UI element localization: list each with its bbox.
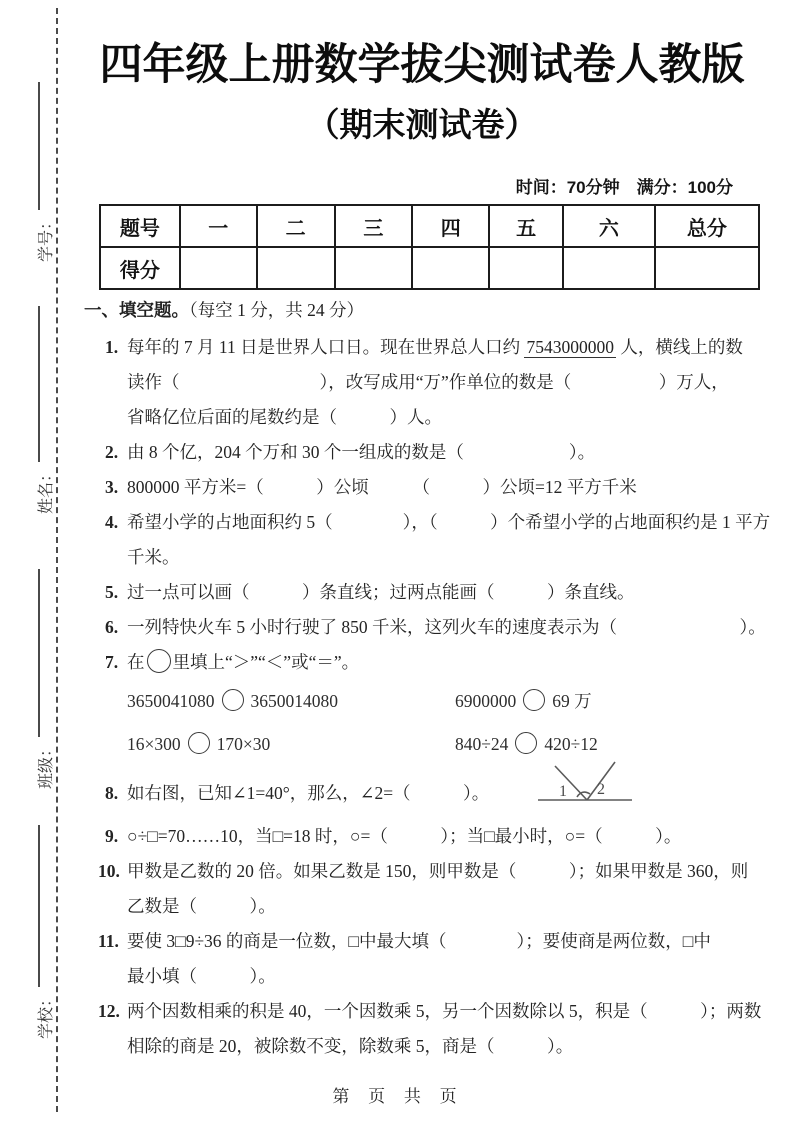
seal-field-student-id: [31, 78, 57, 262]
exam-subtitle: （期末测试卷）: [306, 106, 538, 143]
question-line: [105, 330, 760, 365]
score-table-score-row: [100, 247, 759, 289]
blank-circle-icon: [147, 649, 171, 673]
question-line: [98, 854, 760, 889]
school-blank-line: [38, 825, 40, 987]
question-number: 4.: [105, 512, 119, 532]
comparison-right: 420÷12: [544, 734, 598, 754]
question-text: 里填上“＞”“＜”或“＝”。: [172, 652, 360, 672]
question-1: [84, 330, 760, 435]
score-table-header-row: [100, 205, 759, 247]
angle-figure: [535, 756, 635, 806]
score-empty-cell: [412, 247, 489, 289]
question-text: 每年的 7 月 11 日是世界人口日。现在世界总人口约: [127, 337, 525, 357]
score-empty-cell: [180, 247, 257, 289]
question-7: [84, 645, 760, 680]
seal-field-class: [31, 563, 57, 789]
question-number: 10.: [98, 861, 120, 881]
score-header-cell: 三: [335, 205, 413, 247]
question-number: 8.: [105, 783, 119, 803]
question-number: 6.: [105, 617, 119, 637]
question-line: [105, 505, 771, 540]
underlined-number: 7543000000: [526, 337, 614, 357]
question-line: [105, 610, 766, 645]
student-id-label: 学号：: [37, 213, 55, 262]
question-line: 乙数是（ ）。: [127, 896, 276, 916]
question-2: [84, 435, 760, 470]
score-header-cell: 一: [180, 205, 257, 247]
question-line: 千米。: [127, 547, 180, 567]
seal-field-name: [31, 302, 57, 514]
question-line: 最小填（ ）。: [127, 966, 276, 986]
blank-circle-icon: [188, 732, 210, 754]
question-text: 两个因数相乘的积是 40，一个因数乘 5，另一个因数除以 5，积是（ ）；两数: [127, 1001, 762, 1021]
angle-2-label: 2: [597, 781, 605, 798]
question-6: [84, 610, 766, 645]
question-5: [84, 575, 760, 610]
comparison-pair: [127, 680, 455, 723]
question-number: 11.: [98, 931, 119, 951]
class-blank-line: [38, 569, 40, 737]
question-line: [98, 994, 762, 1029]
page-title: 四年级上册数学拔尖测试卷人教版: [99, 41, 745, 89]
question-line: [105, 435, 760, 470]
class-label: 班级：: [37, 740, 55, 789]
question-8: [84, 776, 760, 811]
question-line: [98, 924, 760, 959]
question-line: 省略亿位后面的尾数约是（ ）人。: [127, 407, 442, 427]
blank-circle-icon: [515, 732, 537, 754]
comparison-row: [127, 680, 760, 723]
comparison-left: 840÷24: [455, 734, 509, 754]
question-line: 读作（ ），改写成用“万”作单位的数是（ ）万人，: [127, 372, 729, 392]
student-id-blank-line: [38, 82, 40, 210]
comparison-row: [127, 723, 760, 766]
question-line: [105, 575, 760, 610]
question-text: 在: [127, 652, 145, 672]
exam-paper: [84, 0, 771, 1064]
question-line: [105, 470, 760, 505]
question-line: [105, 819, 760, 854]
question-number: 5.: [105, 582, 119, 602]
question-number: 7.: [105, 652, 119, 672]
question-number: 12.: [98, 1001, 120, 1021]
score-header-cell: 四: [412, 205, 489, 247]
section-heading: [84, 298, 760, 322]
score-empty-cell: [335, 247, 413, 289]
question-text: 如右图，已知∠1=40°，那么，∠2=（ ）。: [127, 783, 490, 803]
score-empty-cell: [563, 247, 655, 289]
school-label: 学校：: [37, 990, 55, 1039]
blank-circle-icon: [222, 689, 244, 711]
score-table: [99, 204, 760, 290]
question-text: 甲数是乙数的 20 倍。如果乙数是 150，则甲数是（ ）；如果甲数是 360，则: [127, 861, 749, 881]
angle-1-label: 1: [559, 783, 567, 800]
comparison-pair: [127, 723, 455, 766]
question-9: [84, 819, 760, 854]
score-header-cell: 题号: [100, 205, 180, 247]
question-line: [105, 645, 760, 680]
comparison-right: 170×30: [216, 734, 271, 754]
footer-page-label: 第 页 共 页: [332, 1087, 461, 1106]
question-4: [84, 505, 771, 575]
name-label: 姓名：: [37, 465, 55, 514]
score-header-cell: 六: [563, 205, 655, 247]
question-text: 800000 平方米=（ ）公顷 （ ）公顷=12 平方千米: [127, 477, 637, 497]
question-text: 要使 3□9÷36 的商是一位数，□中最大填（ ）；要使商是两位数，□中: [127, 931, 711, 951]
name-blank-line: [38, 306, 40, 462]
comparison-right: 69 万: [552, 691, 592, 711]
section-heading-title: 一、填空题。: [84, 300, 189, 320]
comparison-left: 16×300: [127, 734, 181, 754]
question-text: 希望小学的占地面积约 5（ ），（ ）个希望小学的占地面积约是 1 平方: [127, 512, 771, 532]
score-header-cell: 总分: [655, 205, 759, 247]
comparison-right: 3650014080: [250, 691, 338, 711]
question-number: 1.: [105, 337, 119, 357]
section-heading-points: （每空 1 分，共 24 分）: [189, 300, 364, 320]
seal-field-school: [31, 819, 57, 1039]
question-11: [84, 924, 760, 994]
score-header-cell: 二: [257, 205, 335, 247]
question-10: [84, 854, 760, 924]
score-empty-cell: [655, 247, 759, 289]
blank-circle-icon: [523, 689, 545, 711]
question-text: 过一点可以画（ ）条直线；过两点能画（ ）条直线。: [127, 582, 635, 602]
question-text: 一列特快火车 5 小时行驶了 850 千米，这列火车的速度表示为（ ）。: [127, 617, 766, 637]
question-line: 相除的商是 20，被除数不变，除数乘 5，商是（ ）。: [127, 1036, 574, 1056]
question-3: [84, 470, 760, 505]
exam-time-score-info: 时间：70分钟 满分：100分: [515, 178, 733, 197]
question-text: 人，横线上的数: [615, 337, 743, 357]
question-12: [84, 994, 760, 1064]
comparison-left: 3650041080: [127, 691, 215, 711]
question-text: 由 8 个亿，204 个万和 30 个一组成的数是（ ）。: [127, 442, 596, 462]
score-empty-cell: [489, 247, 563, 289]
comparison-pair: [455, 680, 760, 723]
question-number: 2.: [105, 442, 119, 462]
question-text: ○÷□=70……10，当□=18 时，○=（ ）；当□最小时，○=（ ）。: [127, 826, 682, 846]
question-line: [105, 776, 760, 811]
comparison-left: 6900000: [455, 691, 517, 711]
score-header-cell: 五: [489, 205, 563, 247]
question-number: 3.: [105, 477, 119, 497]
score-empty-cell: [257, 247, 335, 289]
question-number: 9.: [105, 826, 119, 846]
score-row-label-cell: 得分: [100, 247, 180, 289]
